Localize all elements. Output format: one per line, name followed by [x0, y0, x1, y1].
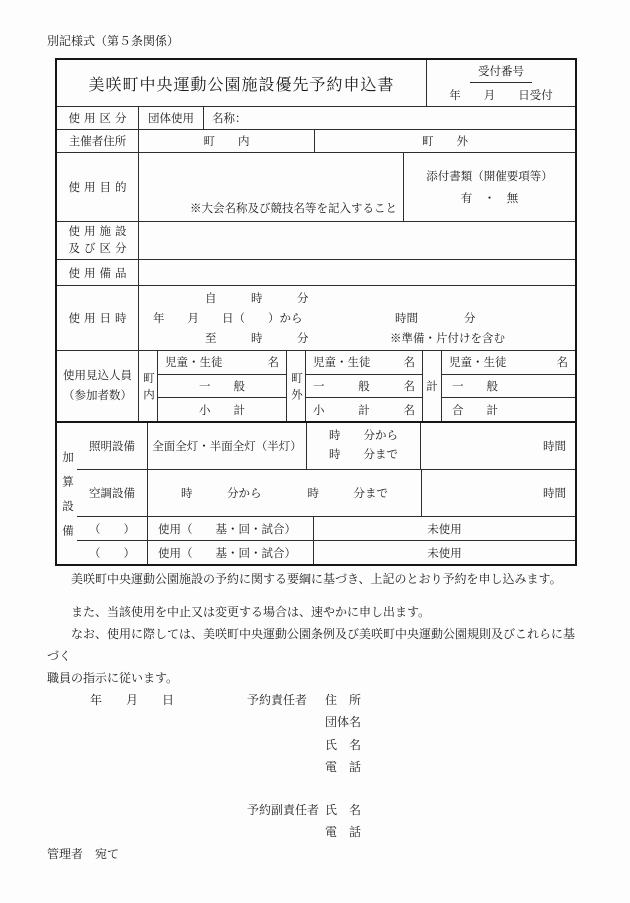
responsible-label: 予約責任者 [247, 692, 308, 707]
other-unused-cell-1: 未使用 [313, 517, 575, 540]
form-title: 美咲町中央運動公園施設優先予約申込書 [88, 76, 395, 94]
lighting-label: 照明設備 [89, 441, 135, 453]
other-use-cell-1: 使用（ 基・回・試合） [147, 517, 313, 540]
group-name-field: 名称： [203, 107, 575, 129]
outside-subtotal-row: 小 計 名 [306, 397, 422, 421]
lighting-options: 全面全灯・半面全灯（半灯） [147, 423, 306, 469]
town-inside-group [157, 351, 286, 421]
responsible-address-row [247, 688, 361, 711]
deputy-phone-row [247, 821, 361, 844]
town-outside-tag: 町外 [286, 351, 305, 421]
other-label-2: （ ） [89, 547, 135, 560]
deputy-name-field: 氏 名 [325, 802, 362, 817]
total-students-row: 児童・生徒 名 [449, 357, 568, 370]
surcharge-section [57, 421, 575, 564]
deputy-name-row [247, 798, 361, 821]
datetime-note: ※準備・片付けを含む [390, 333, 505, 345]
lighting-hours-cell: 時間 [420, 423, 575, 469]
inside-students-row: 児童・生徒 名 [165, 357, 279, 370]
facility-field [138, 222, 575, 259]
agreement-paragraph-2: また、当該使用を中止又は変更する場合は、速やかに申し出ます。 [71, 605, 431, 619]
other-equipment-row-2 [77, 540, 575, 564]
surcharge-tag: 加算設備 [61, 451, 73, 549]
agreement-paragraph-1: 美咲町中央運動公園施設の予約に関する要綱に基づき、上記のとおり予約を申し込みます。 [71, 572, 562, 586]
agreement-paragraph-3-line1: なお、使用に際しては、美咲町中央運動公園条例及び美咲町中央運動公園規則及びこれらに基づく [47, 627, 576, 663]
addressee-line: 管理者 宛て [47, 847, 120, 861]
other-label-1: （ ） [89, 523, 135, 536]
equipment-row [57, 259, 575, 285]
agreement-paragraph-3-line2: 職員の指示に従います。 [47, 671, 179, 685]
datetime-to-line: 至 時 分 [205, 333, 309, 345]
aircon-label: 空調設備 [89, 488, 135, 500]
datetime-field [138, 286, 575, 350]
datetime-from-line: 自 時 分 [205, 293, 309, 305]
title-row [57, 60, 575, 106]
usage-category-label: 使用区分 [68, 113, 131, 125]
town-outside-group [305, 351, 422, 421]
receipt-date-label: 年 月 日受付 [449, 89, 553, 102]
form-style-note: 別記様式（第５条関係） [47, 34, 180, 48]
signature-date-line: 年 月 日 [90, 693, 175, 707]
purpose-note: ※大会名称及び競技名等を記入すること [190, 203, 397, 215]
total-general-row: 一 般 [442, 374, 575, 398]
group-use-cell: 団体使用 [138, 107, 203, 129]
signature-block [247, 688, 361, 843]
datetime-date-line: 年 月 日（ ）から [153, 313, 303, 325]
attached-documents-label: 添付書類（開催要項等） [426, 171, 553, 183]
responsible-name-row [247, 733, 361, 756]
organizer-address-row [57, 129, 575, 152]
deputy-label: 予約副責任者 [247, 802, 320, 817]
responsible-phone-row [247, 756, 361, 779]
equipment-field [138, 260, 575, 285]
attached-yes-no: 有 ・ 無 [460, 193, 519, 205]
town-inside-tag: 町内 [138, 351, 157, 421]
purpose-field [138, 153, 403, 221]
inside-town-cell: 町 内 [138, 130, 314, 152]
total-tag: 計 [422, 351, 441, 421]
facility-label: 使用施設 及び区分 [68, 225, 131, 255]
surcharge-rows [77, 423, 575, 564]
total-group [441, 351, 575, 421]
datetime-label: 使用日時 [68, 313, 131, 325]
receipt-box [426, 60, 575, 106]
responsible-phone-field: 電 話 [325, 760, 362, 775]
attached-documents-cell [403, 153, 575, 221]
responsible-org-field: 団体名 [325, 715, 362, 730]
total-sum-row: 合 計 [442, 397, 575, 421]
outside-town-cell: 町 外 [314, 130, 575, 152]
purpose-row [57, 152, 575, 221]
lighting-row [77, 423, 575, 469]
datetime-row [57, 285, 575, 350]
facility-row [57, 221, 575, 259]
responsible-address-field: 住 所 [325, 692, 362, 707]
outside-students-row: 児童・生徒 名 [313, 357, 415, 370]
outside-general-row: 一 般 名 [306, 374, 422, 398]
inside-subtotal-row: 小 計 [158, 397, 286, 421]
aircon-row [77, 469, 575, 516]
inside-general-row: 一 般 [158, 374, 286, 398]
aircon-hours-cell: 時間 [421, 470, 575, 516]
application-table [55, 58, 577, 566]
usage-category-row [57, 106, 575, 129]
attendance-row [57, 350, 575, 421]
datetime-duration: 時間 分 [395, 313, 476, 325]
receipt-label: 受付 [478, 66, 501, 78]
other-use-cell-2: 使用（ 基・回・試合） [147, 541, 313, 564]
other-equipment-row-1 [77, 516, 575, 540]
responsible-name-field: 氏 名 [325, 737, 362, 752]
organizer-address-label: 主催者住所 [68, 136, 127, 148]
signature-gap [247, 778, 361, 798]
aircon-time-cell: 時 分から 時 分まで [147, 470, 421, 516]
receipt-date-row [441, 83, 561, 106]
equipment-label: 使用備品 [68, 267, 131, 280]
number-label: 番号 [501, 66, 524, 78]
responsible-org-row [247, 711, 361, 734]
purpose-label: 使用目的 [68, 182, 131, 194]
deputy-phone-field: 電 話 [325, 825, 362, 840]
lighting-time-cell: 時 分から 時 分まで [306, 423, 420, 469]
receipt-number-row [470, 60, 532, 83]
attendance-label: 使用見込人員 （参加者数） [63, 370, 132, 402]
other-unused-cell-2: 未使用 [313, 541, 575, 564]
